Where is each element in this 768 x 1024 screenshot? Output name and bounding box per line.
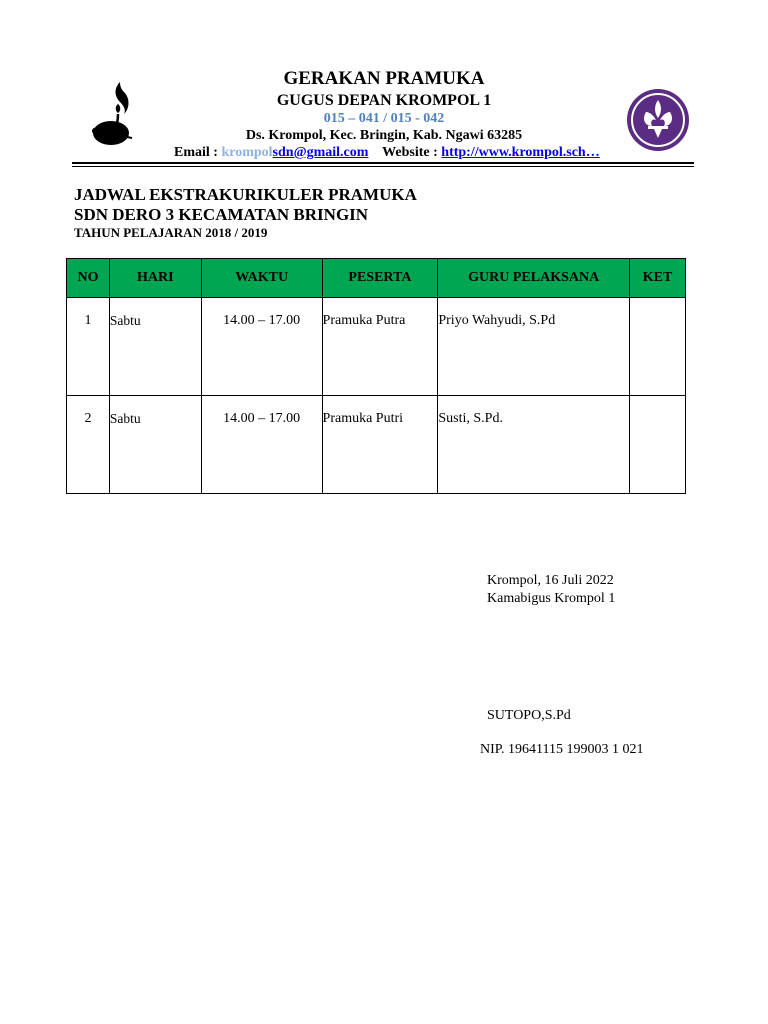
signature-role: Kamabigus Krompol 1 — [487, 591, 616, 606]
header-peserta: PESERTA — [322, 259, 438, 298]
website-label: Website : — [382, 145, 438, 160]
cell-no: 2 — [67, 396, 110, 494]
schedule-table — [66, 258, 686, 494]
academic-year: TAHUN PELAJARAN 2018 / 2019 — [74, 225, 268, 240]
contact-line — [174, 145, 600, 161]
email-prefix[interactable]: krompol — [221, 145, 273, 160]
signature-place-date: Krompol, 16 Juli 2022 — [487, 573, 614, 588]
table-header-row — [67, 259, 686, 298]
website-link[interactable]: http://www.krompol.sch… — [441, 145, 600, 160]
header-divider-thin — [72, 166, 694, 167]
tunas-kelapa-icon — [84, 78, 140, 150]
cell-no: 1 — [67, 298, 110, 396]
cell-waktu: 14.00 – 17.00 — [201, 396, 322, 494]
org-unit: GUGUS DEPAN KROMPOL 1 — [276, 92, 492, 109]
cell-guru: Priyo Wahyudi, S.Pd — [438, 298, 630, 396]
signature-name: SUTOPO,S.Pd — [487, 708, 571, 723]
header-guru: GURU PELAKSANA — [438, 259, 630, 298]
cell-peserta: Pramuka Putri — [322, 396, 438, 494]
document-title: JADWAL EKSTRAKURIKULER PRAMUKA — [74, 185, 417, 204]
world-scout-emblem-icon — [626, 88, 690, 152]
cell-guru: Susti, S.Pd. — [438, 396, 630, 494]
signature-nip: NIP. 19641115 199003 1 021 — [480, 742, 644, 757]
email-link[interactable]: sdn@gmail.com — [272, 145, 369, 160]
table-row — [67, 298, 686, 396]
header-hari: HARI — [109, 259, 201, 298]
cell-peserta: Pramuka Putra — [322, 298, 438, 396]
document-subtitle: SDN DERO 3 KECAMATAN BRINGIN — [74, 205, 369, 224]
email-label: Email : — [174, 145, 218, 160]
header-ket: KET — [630, 259, 686, 298]
cell-waktu: 14.00 – 17.00 — [201, 298, 322, 396]
header-no: NO — [67, 259, 110, 298]
table-row — [67, 396, 686, 494]
org-title: GERAKAN PRAMUKA — [283, 68, 485, 89]
cell-hari: Sabtu — [109, 396, 201, 494]
header-waktu: WAKTU — [201, 259, 322, 298]
header-divider — [72, 162, 694, 164]
org-code: 015 – 041 / 015 - 042 — [323, 111, 445, 126]
org-address: Ds. Krompol, Kec. Bringin, Kab. Ngawi 63285 — [245, 128, 523, 143]
cell-hari: Sabtu — [109, 298, 201, 396]
cell-ket — [630, 396, 686, 494]
cell-ket — [630, 298, 686, 396]
